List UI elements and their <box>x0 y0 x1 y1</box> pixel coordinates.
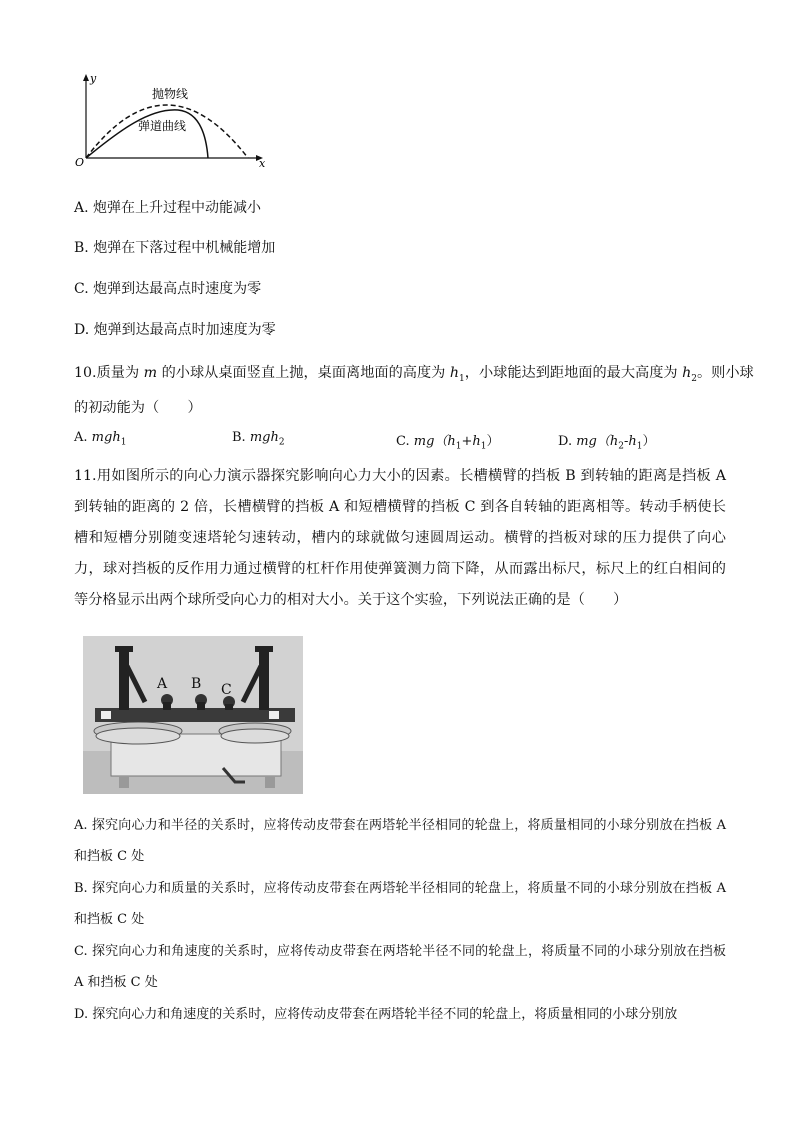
q9-option-b: B. 炮弹在下落过程中机械能增加 <box>74 240 276 256</box>
apparatus-photo <box>83 636 303 794</box>
q10-stem-line2: 的初动能为（ ） <box>74 400 202 416</box>
q11-stem: 11.用如图所示的向心力演示器探究影响向心力大小的因素。长槽横臂的挡板 B 到转轴的距离是挡板 A 到转轴的距离的 2 倍，长槽横臂的挡板 A 和短槽横臂的挡板 C 到各自转轴的距离相等。转动手柄使长槽和短槽分别随变速塔轮匀速转动，槽内的球就做匀速圆周运动。横臂的挡板对球的压力提供了向心力，球对挡板的反作用力通过横臂的杠杆作用使弹簧测力筒下降，从而露出标尺，标尺上的红白相间的等分格显示出两个球所受向心力的相对大小。关于这个实验，下列说法正确的是（ ） <box>74 468 726 608</box>
q9-option-d: D. 炮弹到达最高点时加速度为零 <box>74 322 276 338</box>
trajectory-figure <box>70 70 280 170</box>
q9-option-c: C. 炮弹到达最高点时速度为零 <box>74 281 262 297</box>
q10-option-b: B. mgh$_2$ <box>232 430 285 448</box>
q10-option-c: C. $mg(h_1+h_1)$ <box>396 434 500 452</box>
q10-option-a: A. mgh$_1$ <box>74 430 127 448</box>
photo-label-b: B <box>191 676 202 692</box>
q11-option-b: B. 探究向心力和质量的关系时，应将传动皮带套在两塔轮半径相同的轮盘上，将质量不同的小球分别放在挡板 A 和挡板 C 处 <box>74 881 726 927</box>
photo-label-a: A <box>157 676 168 692</box>
y-axis-arrow <box>83 74 89 81</box>
ballistic-label: 弹道曲线 <box>138 119 187 133</box>
ballistic-curve <box>86 110 208 158</box>
q10-stem-line1: 10.质量为 m 的小球从桌面竖直上抛，桌面离地面的高度为 $h_1$，小球能达到距地面的最大高度为 $h_2$。则小球 <box>74 365 754 384</box>
apparatus-drawing <box>83 636 303 794</box>
y-axis-label: y <box>90 72 97 85</box>
x-axis-label: x <box>259 157 266 170</box>
origin-label: O <box>75 156 85 169</box>
q11-option-a: A. 探究向心力和半径的关系时，应将传动皮带套在两塔轮半径相同的轮盘上，将质量相同的小球分别放在挡板 A 和挡板 C 处 <box>74 818 726 864</box>
photo-label-c: C <box>221 682 232 698</box>
q11-option-d: D. 探究向心力和角速度的关系时，应将传动皮带套在两塔轮半径不同的轮盘上，将质量相同的小球分别放 <box>74 1007 678 1022</box>
parabola-label: 抛物线 <box>152 87 189 101</box>
q10-options <box>74 430 734 452</box>
q11-option-c: C. 探究向心力和角速度的关系时，应将传动皮带套在两塔轮半径不同的轮盘上，将质量不同的小球分别放在挡板 A 和挡板 C 处 <box>74 944 726 990</box>
q10-option-d: D. $mg(h_2-h_1)$ <box>558 434 656 452</box>
q9-option-a: A. 炮弹在上升过程中动能减小 <box>74 200 262 216</box>
